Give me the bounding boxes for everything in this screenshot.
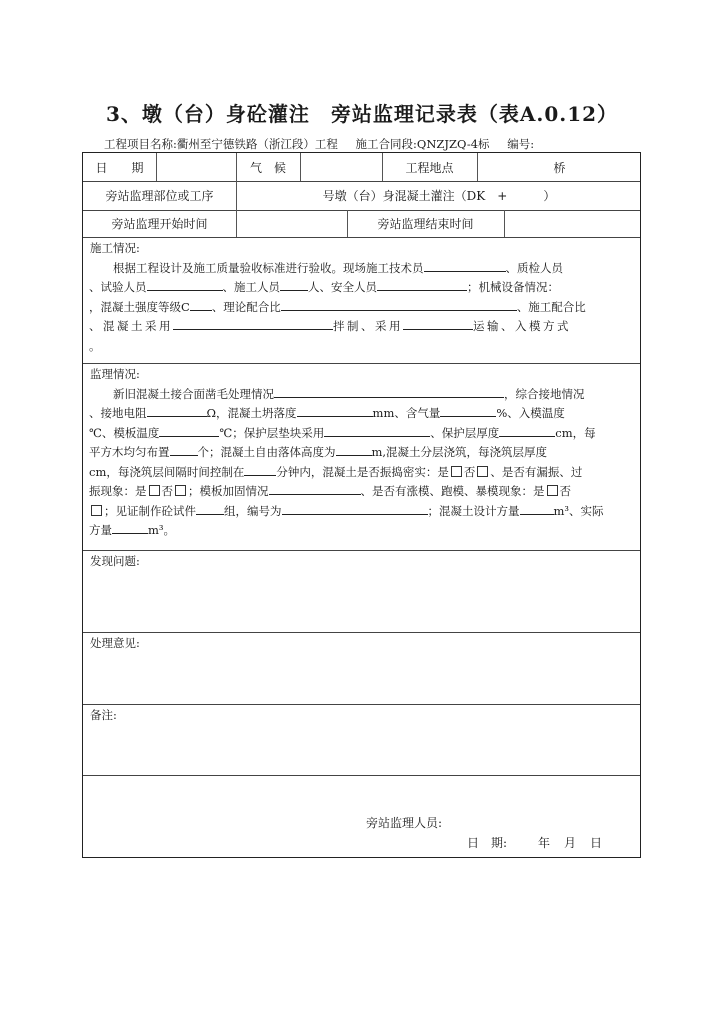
construction-text [83,317,640,337]
text: m³、实际 [553,503,604,518]
construction-text [83,298,640,318]
location-field[interactable]: 桥 [553,160,566,175]
text: 振现象：是 [89,484,147,498]
resistance-blank[interactable] [147,404,207,417]
checkbox-vibrated-no[interactable] [477,466,488,477]
theory-mix-blank[interactable] [281,298,517,311]
text: m,混凝土分层浇筑，每浇筑层厚度 [371,445,548,459]
formwork-temp-blank[interactable] [159,424,219,437]
supervision-text [83,502,640,522]
interval-blank[interactable] [244,463,276,476]
technician-blank[interactable] [424,259,506,272]
supervision-section [83,364,640,550]
supervision-part-field[interactable]: 号墩（台）身混凝土灌注（DK + ） [322,189,556,203]
workers-blank[interactable] [280,278,308,291]
transport-blank[interactable] [403,317,473,330]
end-time-field[interactable] [504,210,642,237]
row-divider [83,775,640,776]
text: m³。 [148,523,176,537]
formwork-reinforce-blank[interactable] [269,482,361,495]
text: 、是否有漏振、过 [490,464,583,479]
construction-text [83,259,640,279]
text: ；见证制作砼试件 [104,503,196,518]
supervision-text [83,482,640,502]
checkbox-overvibration-no[interactable] [175,485,186,496]
checkbox-formwork-yes[interactable] [547,485,558,496]
specimen-groups-blank[interactable] [196,502,224,515]
construction-heading: 施工情况: [90,241,140,255]
weather-label: 气 候 [249,160,286,175]
text: 方量 [89,523,112,537]
tester-blank[interactable] [147,278,223,291]
text: 、理论配合比 [211,299,281,314]
form-meta [104,136,548,152]
text: mm、含气量 [372,406,441,420]
text: 否 [463,464,476,479]
text: 否 [161,484,173,498]
text: 、保护层厚度 [430,425,500,440]
text: 、试验人员 [89,280,147,294]
supervision-text [83,521,640,541]
text: 人、安全人员 [308,280,377,294]
text: 运输、入模方式 [473,319,571,333]
text: 平方木均匀布置 [89,445,170,459]
text: cm，每浇筑层间隔时间控制在 [89,464,245,479]
checkbox-vibrated-yes[interactable] [451,466,462,477]
text: 组，编号为 [224,503,282,518]
supervisor-label: 旁站监理人员: [366,816,443,830]
day-label: 日 [590,836,603,850]
actual-volume-blank[interactable] [112,521,148,534]
grade-blank[interactable] [190,298,212,311]
text: 、接地电阻 [89,406,147,420]
slump-blank[interactable] [297,404,373,417]
specimen-number-blank[interactable] [282,502,428,515]
text: 否 [559,484,571,498]
mixing-blank[interactable] [173,317,333,330]
start-time-field[interactable] [236,210,347,237]
handling-section[interactable] [83,633,640,704]
chiseling-blank[interactable] [274,385,504,398]
checkbox-formwork-no[interactable] [91,505,102,516]
text: ，混凝土强度等级C [89,299,190,314]
text: %、入模温度 [496,406,565,420]
year-label: 年 [538,836,551,850]
project-name-label: 工程项目名称: [104,137,177,151]
form-title: 3、墩（台）身砼灌注 旁站监理记录表（表A.0.12） [105,102,619,126]
construction-text [83,278,640,298]
text: 拌制、采用 [333,319,403,333]
cover-thickness-blank[interactable] [499,424,555,437]
text: cm，每 [555,425,596,440]
text: ，综合接地情况 [504,386,585,401]
supervision-text [83,443,640,463]
text: 、混凝土采用 [89,319,173,333]
project-name-value: 衢州至宁德铁路（浙江段）工程 [176,137,338,151]
text: 根据工程设计及施工质量验收标准进行验收。现场施工技术员 [113,260,424,275]
text: 、是否有涨模、跑模、暴模现象：是 [360,484,545,498]
sign-date-label: 日 期: [467,836,508,850]
text: ；机械设备情况： [467,280,559,294]
safety-blank[interactable] [377,278,467,291]
date-label: 日 期 [95,160,144,175]
location-label: 工程地点 [405,160,454,175]
handling-heading: 处理意见: [90,636,140,650]
text: ；模板加固情况 [188,484,269,498]
construction-text [83,337,640,357]
design-volume-blank[interactable] [520,502,554,515]
supervision-heading: 监理情况: [90,367,140,381]
record-table [82,152,641,858]
supervision-text [83,463,640,483]
fall-height-blank[interactable] [336,443,372,456]
supervision-text [83,424,640,444]
contract-section-value: QNZJZQ-4标 [416,137,490,151]
text: 、施工人员 [222,280,280,294]
problems-heading: 发现问题: [90,554,140,568]
problems-section[interactable] [83,551,640,632]
text: ℃；保护层垫块采用 [219,425,325,440]
text: 新旧混凝土接合面凿毛处理情况 [113,386,274,401]
month-label: 月 [564,836,577,850]
remarks-heading: 备注: [90,708,117,722]
remarks-section[interactable] [83,705,640,775]
contract-section-label: 施工合同段: [355,137,417,151]
weather-field[interactable] [300,153,382,181]
spacer-blank[interactable] [324,424,430,437]
text: 个；混凝土自由落体高度为 [197,445,336,459]
air-content-blank[interactable] [440,404,496,417]
text: 、质检人员 [505,260,563,275]
text: ；混凝土设计方量 [427,503,520,518]
text: 。 [89,338,101,353]
number-label: 编号: [507,137,535,151]
checkbox-overvibration-yes[interactable] [149,485,160,496]
supervision-text [83,385,640,405]
text: 、施工配合比 [516,299,586,314]
date-field[interactable] [156,153,236,181]
supervision-text [83,404,640,424]
text: 分钟内，混凝土是否振捣密实：是 [276,464,449,479]
text: ℃、模板温度 [89,425,160,440]
start-time-label: 旁站监理开始时间 [111,217,208,231]
end-time-label: 旁站监理结束时间 [377,217,474,231]
construction-section [83,238,640,363]
spacer-count-blank[interactable] [170,443,198,456]
supervision-part-label: 旁站监理部位或工序 [105,189,214,203]
text: Ω，混凝土坍落度 [206,406,297,420]
